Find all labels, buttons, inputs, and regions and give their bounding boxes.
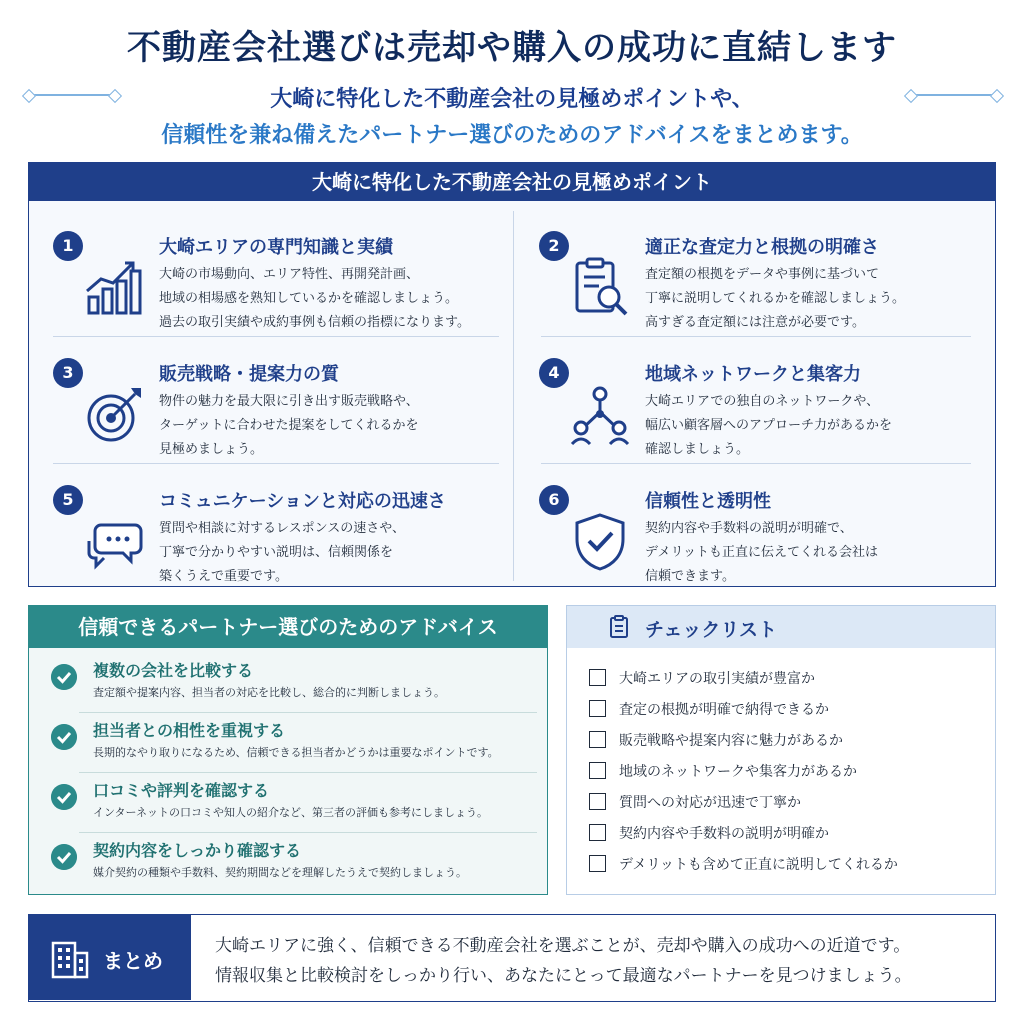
row-divider — [541, 336, 971, 337]
point-body — [645, 517, 985, 589]
point-body-line: 地域の相場感を熟知しているかを確認しましょう。 — [159, 291, 459, 306]
advice-title: 契約内容をしっかり確認する — [93, 841, 302, 860]
advice-section — [28, 605, 548, 895]
point-body-line: 高すぎる査定額には注意が必要です。 — [645, 315, 865, 330]
checklist-item[interactable] — [589, 666, 989, 690]
subtitle-line-1: 大崎に特化した不動産会社の見極めポイントや、 — [270, 87, 754, 112]
point-body-line: 確認しましょう。 — [645, 442, 750, 457]
checklist-label: 質問への対応が迅速で丁寧か — [619, 795, 801, 811]
checkbox[interactable] — [589, 793, 606, 810]
advice-banner: 信頼できるパートナー選びのためのアドバイス — [29, 606, 547, 648]
points-banner: 大崎に特化した不動産会社の見極めポイント — [29, 163, 995, 201]
point-body-line: ターゲットに合わせた提案をしてくれるかを — [159, 418, 419, 433]
point-title: コミュニケーションと対応の迅速さ — [159, 491, 446, 512]
point-title: 地域ネットワークと集客力 — [645, 364, 861, 385]
checkbox[interactable] — [589, 669, 606, 686]
checklist-label: 地域のネットワークや集客力があるか — [619, 764, 857, 780]
advice-title: 口コミや評判を確認する — [93, 781, 270, 800]
checklist-item[interactable] — [589, 728, 989, 752]
summary-section — [28, 914, 996, 1002]
point-item — [29, 338, 499, 458]
point-body-line: 質問や相談に対するレスポンスの速さや、 — [159, 521, 405, 536]
network-people-icon — [569, 384, 631, 446]
point-body-line: 過去の取引実績や成約事例も信頼の指標になります。 — [159, 315, 470, 330]
point-body-line: 契約内容や手数料の説明が明確で、 — [645, 521, 853, 536]
point-body — [159, 390, 499, 462]
advice-item — [43, 656, 533, 712]
point-number: 3 — [53, 358, 83, 388]
advice-title: 複数の会社を比較する — [93, 661, 254, 680]
advice-body: インターネットの口コミや知人の紹介など、第三者の評価も参考にしましょう。 — [93, 806, 489, 819]
advice-item — [43, 716, 533, 772]
advice-divider — [79, 712, 537, 713]
building-icon — [49, 937, 91, 979]
bar-chart-growth-icon — [83, 257, 145, 319]
check-circle-icon — [51, 724, 77, 750]
advice-body: 長期的なやり取りになるため、信頼できる担当者かどうかは重要なポイントです。 — [93, 746, 499, 759]
checklist-label: 査定の根拠が明確で納得できるか — [619, 702, 829, 718]
checkbox[interactable] — [589, 855, 606, 872]
point-number: 2 — [539, 231, 569, 261]
checkbox[interactable] — [589, 824, 606, 841]
point-body-line: 大崎エリアでの独自のネットワークや、 — [645, 394, 880, 409]
advice-title: 担当者との相性を重視する — [93, 721, 286, 740]
column-divider — [513, 211, 514, 581]
clipboard-icon — [607, 615, 631, 639]
checklist-section — [566, 605, 996, 895]
row-divider — [541, 463, 971, 464]
points-section — [28, 162, 996, 587]
row-divider — [53, 336, 499, 337]
check-circle-icon — [51, 784, 77, 810]
summary-line: 大崎エリアに強く、信頼できる不動産会社を選ぶことが、売却や購入の成功への近道です。 — [215, 936, 911, 956]
summary-line: 情報収集と比較検討をしっかり行い、あなたにとって最適なパートナーを見つけましょう。 — [215, 966, 912, 986]
page-title: 不動産会社選びは売却や購入の成功に直結します — [127, 28, 897, 68]
point-body-line: デメリットも正直に伝えてくれる会社は — [645, 545, 878, 560]
summary-text — [215, 931, 912, 991]
chat-bubbles-icon — [83, 511, 145, 573]
point-item — [515, 338, 985, 458]
advice-item — [43, 836, 533, 892]
checkbox[interactable] — [589, 762, 606, 779]
point-body-line: 査定額の根拠をデータや事例に基づいて — [645, 267, 880, 282]
advice-divider — [79, 832, 537, 833]
point-body-line: 丁寧に説明してくれるかを確認しましょう。 — [645, 291, 906, 306]
point-title: 販売戦略・提案力の質 — [159, 364, 339, 385]
checkbox[interactable] — [589, 731, 606, 748]
point-number: 1 — [53, 231, 83, 261]
advice-body: 査定額や提案内容、担当者の対応を比較し、総合的に判断しましょう。 — [93, 686, 445, 699]
checklist-item[interactable] — [589, 697, 989, 721]
check-circle-icon — [51, 664, 77, 690]
summary-label: まとめ — [103, 949, 163, 973]
checklist-label: デメリットも含めて正直に説明してくれるか — [619, 857, 898, 873]
checkbox[interactable] — [589, 700, 606, 717]
subtitle-line-2: 信頼性を兼ね備えたパートナー選びのためのアドバイスをまとめます。 — [161, 123, 863, 148]
advice-item — [43, 776, 533, 832]
summary-label-block — [29, 915, 191, 1000]
checklist-item[interactable] — [589, 790, 989, 814]
shield-check-icon — [569, 511, 631, 573]
checklist-label: 大崎エリアの取引実績が豊富か — [619, 671, 815, 687]
checklist-label: 契約内容や手数料の説明が明確か — [619, 826, 829, 842]
point-number: 6 — [539, 485, 569, 515]
checklist-item[interactable] — [589, 759, 989, 783]
point-item — [29, 465, 499, 585]
document-magnifier-icon — [569, 257, 631, 319]
point-title: 信頼性と透明性 — [645, 491, 771, 512]
point-body-line: 信頼できます。 — [645, 569, 735, 584]
advice-body: 媒介契約の種類や手数料、契約期間などを理解したうえで契約しましょう。 — [93, 866, 467, 879]
point-title: 大崎エリアの専門知識と実績 — [159, 237, 393, 258]
point-body-line: 大崎の市場動向、エリア特性、再開発計画、 — [159, 267, 420, 282]
point-title: 適正な査定力と根拠の明確さ — [645, 237, 879, 258]
point-body-line: 幅広い顧客層へのアプローチ力があるかを — [645, 418, 893, 433]
point-body — [159, 263, 499, 335]
checklist-label: 販売戦略や提案内容に魅力があるか — [619, 733, 843, 749]
point-item — [515, 211, 985, 331]
point-item — [515, 465, 985, 585]
row-divider — [53, 463, 499, 464]
checklist-title: チェックリスト — [645, 619, 778, 641]
point-body-line: 築くうえで重要です。 — [159, 569, 288, 584]
point-body — [159, 517, 499, 589]
checklist-header — [567, 606, 995, 648]
point-item — [29, 211, 499, 331]
point-number: 4 — [539, 358, 569, 388]
point-body-line: 見極めましょう。 — [159, 442, 264, 457]
advice-divider — [79, 772, 537, 773]
point-number: 5 — [53, 485, 83, 515]
checklist-item[interactable] — [589, 821, 989, 845]
check-circle-icon — [51, 844, 77, 870]
target-arrow-icon — [83, 384, 145, 446]
point-body-line: 丁寧で分かりやすい説明は、信頼関係を — [159, 545, 394, 560]
point-body — [645, 390, 985, 462]
point-body — [645, 263, 985, 335]
checklist-item[interactable] — [589, 852, 989, 876]
point-body-line: 物件の魅力を最大限に引き出す販売戦略や、 — [159, 394, 419, 409]
